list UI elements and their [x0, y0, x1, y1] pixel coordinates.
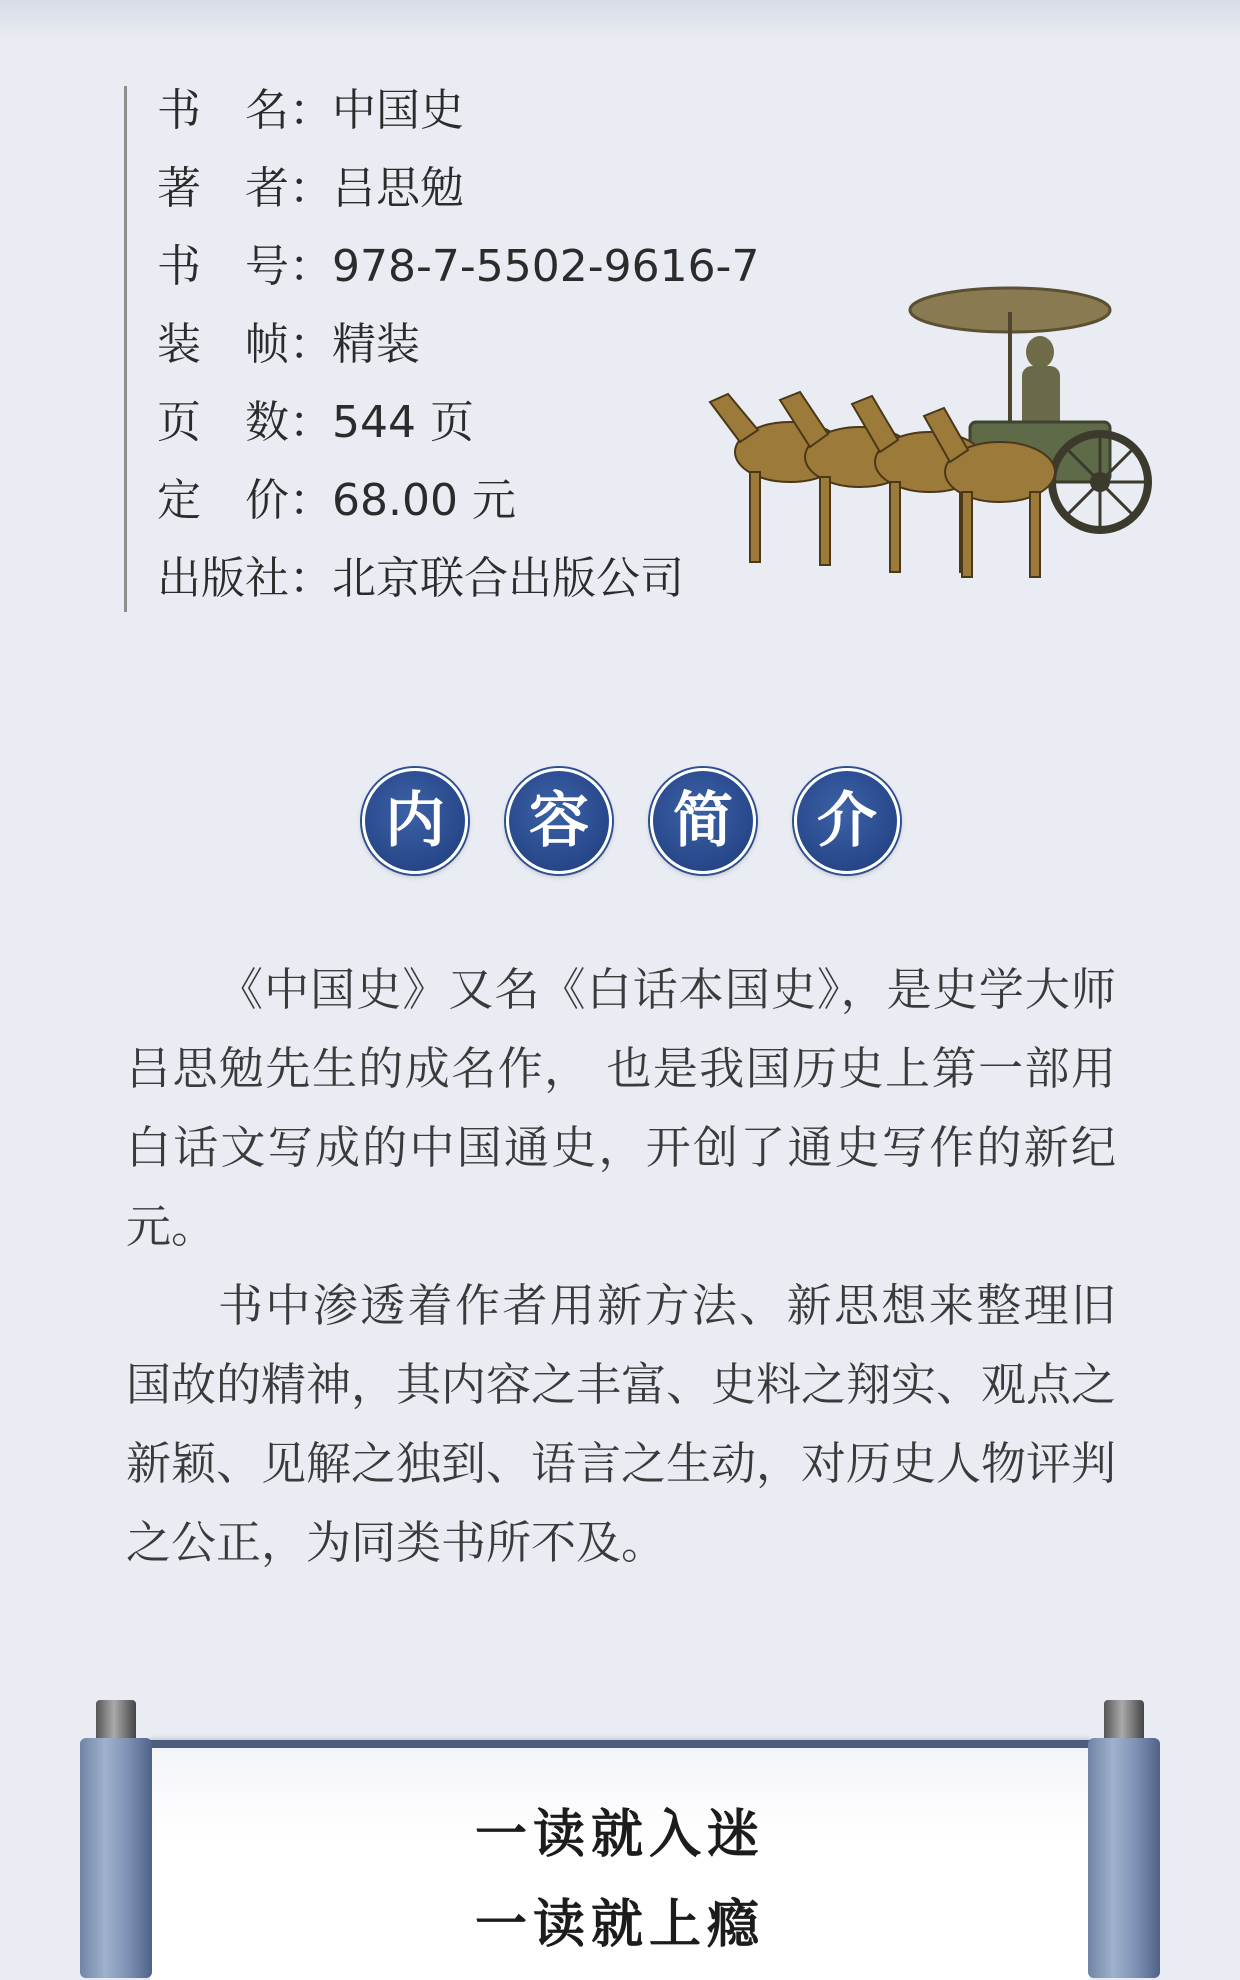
info-label: 书 名： — [157, 85, 333, 136]
scroll-roller-cap — [1104, 1700, 1144, 1740]
info-row-binding — [157, 320, 759, 398]
content-intro — [126, 950, 1116, 1582]
info-label: 书 号： — [157, 241, 333, 292]
info-label: 页 数： — [157, 397, 333, 448]
scroll-line: 一读就入迷 — [474, 1805, 765, 1865]
info-label: 著 者： — [157, 163, 333, 214]
info-label: 出版社： — [157, 553, 333, 604]
pages-value: 544 页 — [332, 397, 474, 448]
binding-value: 精装 — [332, 319, 420, 370]
info-row-price — [157, 476, 759, 554]
info-label: 定 价： — [157, 475, 333, 526]
heading-seal-char: 介 — [794, 768, 900, 874]
section-heading-content-intro — [0, 768, 1240, 874]
scroll-text — [80, 1790, 1160, 1970]
scroll-roller-cap — [96, 1700, 136, 1740]
book-info-panel — [124, 86, 759, 612]
heading-seal-char: 简 — [650, 768, 756, 874]
info-row-publisher — [157, 554, 759, 632]
heading-seal-char: 内 — [362, 768, 468, 874]
scroll-line: 一读就上瘾 — [474, 1895, 765, 1955]
info-label: 装 帧： — [157, 319, 333, 370]
info-row-isbn — [157, 242, 759, 320]
top-fade — [0, 0, 1240, 40]
info-row-author — [157, 164, 759, 242]
author-value: 吕思勉 — [332, 163, 464, 214]
bronze-chariot-illustration — [680, 282, 1140, 602]
intro-paragraph: 《中国史》又名《白话本国史》，是史学大师吕思勉先生的成名作， 也是我国历史上第一部用白话文写成的中国通史，开创了通史写作的新纪元。 — [126, 963, 1116, 1253]
info-row-title — [157, 86, 759, 164]
isbn-value: 978-7-5502-9616-7 — [332, 241, 760, 292]
info-row-pages — [157, 398, 759, 476]
scroll-banner — [80, 1700, 1160, 1960]
book-title-value: 中国史 — [332, 85, 464, 136]
intro-paragraph: 书中渗透着作者用新方法、新思想来整理旧国故的精神，其内容之丰富、史料之翔实、观点之新颖、见解之独到、语言之生动，对历史人物评判之公正，为同类书所不及。 — [126, 1279, 1117, 1569]
price-value: 68.00 元 — [332, 475, 516, 526]
heading-seal-char: 容 — [506, 768, 612, 874]
publisher-value: 北京联合出版公司 — [332, 553, 684, 604]
